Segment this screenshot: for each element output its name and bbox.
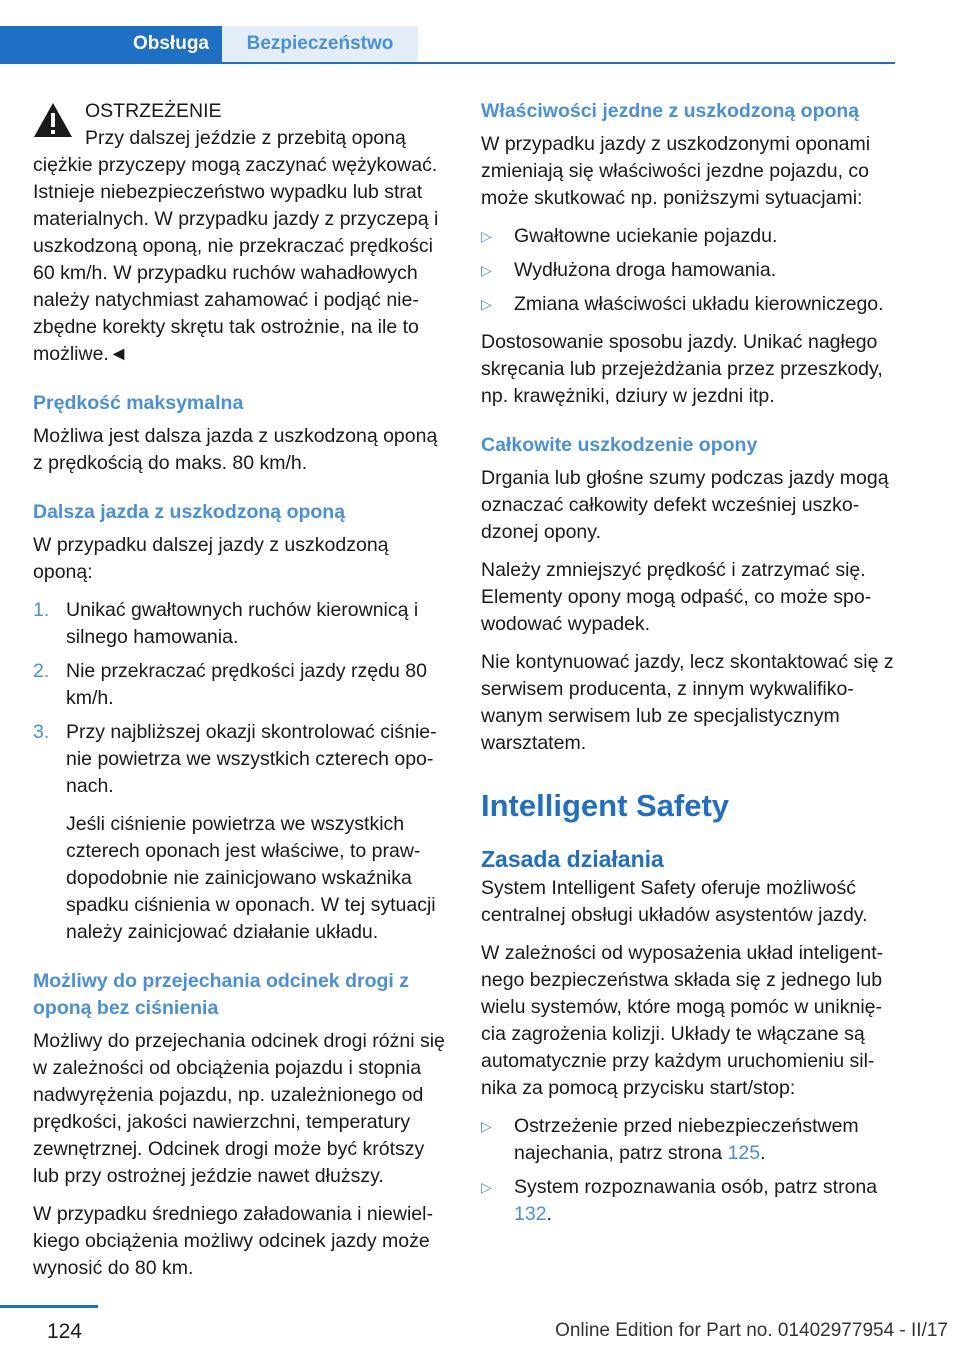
paragraph-distance-1: Możliwy do przejechania odcinek drogi różni się w zależności od obciążenia pojazdu i stopnia nadwyrężenia pojazdu, np. uzależnionego od prędkości, jakości nawierzchni, temperatury zewnętrznej. Odcinek drogi może być krótszy lub przy ostrożnej jeździe nawet dłuższy. bbox=[33, 1030, 445, 1187]
left-column bbox=[33, 98, 445, 1293]
paragraph-distance-2: W przypadku średniego załadowania i niewielkiego obciążenia możliwy odcinek jazdy może wynosić do 80 km. bbox=[33, 1203, 433, 1279]
heading-further-drive: Dalsza jazda z uszkodzoną oponą bbox=[33, 501, 346, 523]
triangle-bullet-icon: ▷ bbox=[481, 262, 492, 278]
page-number: 124 bbox=[46, 1320, 82, 1343]
heading-total-damage: Całkowite uszkodzenie opony bbox=[481, 434, 758, 456]
paragraph-max-speed: Możliwa jest dalsza jazda z uszkodzoną oponą z prędkością do maks. 80 km/h. bbox=[33, 425, 438, 474]
paragraph-total-3: Nie kontynuować jazdy, lecz skontaktować się z serwisem producenta, z innym wykwalifikowanym serwisem lub ze specjalistycznym warsztatem. bbox=[481, 651, 894, 754]
heading-max-speed: Prędkość maksymalna bbox=[33, 392, 244, 414]
triangle-bullet-icon: ▷ bbox=[481, 228, 492, 244]
steps-list bbox=[33, 597, 445, 800]
edition-info: Online Edition for Part no. 01402977954 - II/17 bbox=[555, 1320, 948, 1341]
paragraph-adjust: Dostosowanie sposobu jazdy. Unikać nagłego skręcania lub przejeżdżania przez przeszkody, np. krawężniki, dziury w jezdni itp. bbox=[481, 331, 883, 407]
list-item: 2. Nie przekraczać prędkości jazdy rzędu 80 km/h. bbox=[33, 660, 427, 709]
systems-list bbox=[481, 1113, 896, 1228]
paragraph-total-2: Należy zmniejszyć prędkość i zatrzymać się. Elementy opony mogą odpaść, co może spowodować wypadek. bbox=[481, 559, 872, 635]
list-item: ▷ Gwałtowne uciekanie pojazdu. bbox=[481, 223, 896, 250]
handling-list bbox=[481, 223, 896, 318]
chapter-tabs bbox=[0, 26, 895, 64]
paragraph-total-1: Drgania lub głośne szumy podczas jazdy mogą oznaczać całkowity defekt wcześniej uszkodzonej opony. bbox=[481, 467, 889, 543]
list-item: ▷ Zmiana właściwości układu kierowniczego. bbox=[481, 291, 896, 318]
triangle-bullet-icon: ▷ bbox=[481, 296, 492, 312]
paragraph-principle-2: W zależności od wyposażenia układ inteligentnego bezpieczeństwa składa się z jednego lub wielu systemów, które mogą pomóc w uniknięcia zagrożenia kolizji. Układy te włączane są automatycznie przy każdym uruchomieniu silnika za pomocą przycisku start/stop: bbox=[481, 942, 884, 1099]
heading-distance: Możliwy do przejechania odcinek drogi z oponą bez ciśnienia bbox=[33, 970, 409, 1019]
list-item: 3. Przy najbliższej okazji skontrolować ciśnienie powietrza we wszystkich czterech oponach. bbox=[33, 721, 437, 797]
heading-principle: Zasada działania bbox=[481, 846, 664, 872]
warning-text: Przy dalszej jeździe z przebitą oponą ciężkie przyczepy mogą zaczynać wężykować. Istnieje niebezpieczeństwo wypadku lub strat materialnych. W przypadku jazdy z przyczepą i uszkodzoną oponą, nie przekraczać prędkości 60 km/h. W przypadku ruchów wahadłowych należy natychmiast zahamować i podjąć niezbędne korekty skrętu tak ostrożnie, na ile to możliwe.◄ bbox=[33, 127, 439, 365]
paragraph-handling: W przypadku jazdy z uszkodzonymi oponami zmieniają się właściwości jezdne pojazdu, co może skutkować np. poniższymi sytuacjami: bbox=[481, 133, 871, 209]
page-link-132[interactable]: 132 bbox=[514, 1203, 547, 1225]
footer-divider bbox=[0, 1305, 98, 1308]
triangle-bullet-icon: ▷ bbox=[481, 1118, 492, 1134]
list-item: ▷ System rozpoznawania osób, patrz strona 132. bbox=[481, 1176, 878, 1225]
paragraph-principle-1: System Intelligent Safety oferuje możliwość centralnej obsługi układów asystentów jazdy. bbox=[481, 877, 868, 926]
list-item: 1. Unikać gwałtownych ruchów kierownicą i silnego hamowania. bbox=[33, 599, 419, 648]
triangle-bullet-icon: ▷ bbox=[481, 1179, 492, 1195]
right-column bbox=[481, 98, 896, 1239]
warning-box bbox=[33, 98, 445, 368]
tab-obsluga[interactable]: Obsługa bbox=[0, 26, 222, 62]
heading-intelligent-safety: Intelligent Safety bbox=[481, 788, 730, 823]
step3-note: Jeśli ciśnienie powietrza we wszystkich czterech oponach jest właściwe, to prawdopodobnie nie zainicjowano wskaźnika spadku ciśnienia w oponach. W tej sytuacji należy zainicjować działanie układu. bbox=[66, 813, 436, 943]
page-link-125[interactable]: 125 bbox=[727, 1142, 761, 1164]
paragraph-further-drive: W przypadku dalszej jazdy z uszkodzoną oponą: bbox=[33, 534, 389, 583]
list-item: ▷ Wydłużona droga hamowania. bbox=[481, 257, 896, 284]
warning-triangle-icon bbox=[33, 102, 73, 138]
heading-handling: Właściwości jezdne z uszkodzoną oponą bbox=[481, 100, 860, 122]
list-item: ▷ Ostrzeżenie przed niebezpieczeństwem najechania, patrz strona 125. bbox=[481, 1115, 859, 1164]
warning-title: OSTRZEŻENIE bbox=[85, 100, 222, 122]
tab-bezpieczenstwo[interactable]: Bezpieczeństwo bbox=[222, 26, 418, 62]
